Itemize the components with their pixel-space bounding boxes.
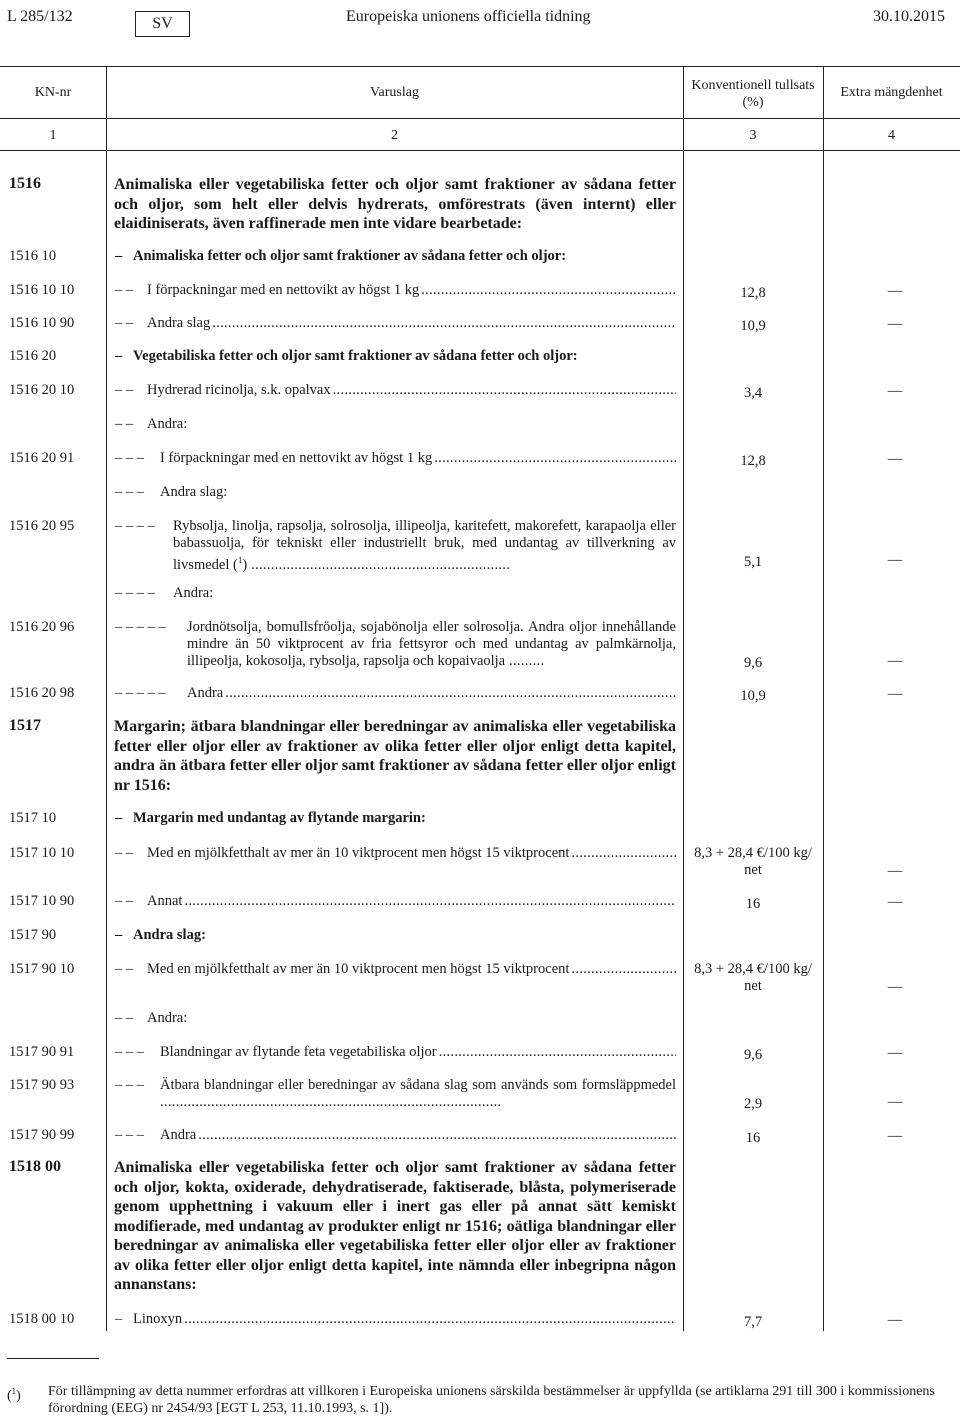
duty-rate: 10,9: [740, 688, 766, 704]
leader-dots: ..................................................................: [247, 556, 511, 573]
indent-dash: – – – – –: [115, 685, 166, 701]
footnote-rule: [7, 1358, 99, 1359]
duty-rate: 9,6: [743, 655, 763, 671]
description: Margarin med undantag av flytande margarin:: [133, 810, 426, 826]
description: [147, 315, 676, 332]
description-close: ): [242, 556, 248, 573]
supplementary-unit: —: [887, 283, 903, 299]
table-row: [0, 315, 960, 332]
description: [160, 1127, 676, 1144]
kn-code: 1517 10: [9, 810, 57, 826]
supplementary-unit: —: [887, 451, 903, 467]
indent-dash: –: [115, 927, 123, 943]
table-row: [0, 282, 960, 299]
description: [147, 845, 676, 862]
description: [147, 893, 676, 910]
description-text: Hydrerad ricinolja, s.k. opalvax: [147, 382, 331, 398]
col-header-unit: Extra mängdenhet: [840, 85, 943, 100]
description: [147, 382, 676, 399]
description: [133, 1311, 676, 1328]
supplementary-unit: —: [887, 979, 903, 995]
kn-code: 1516 10 10: [9, 282, 75, 298]
description: Animaliska eller vegetabiliska fetter och oljor samt fraktioner av sådana fetter och oljor, kokta, oxiderade, dehydratiserade, faktiserade, blåsta, polymeriserade genom upphettning i vakuum eller i inert gas eller på annat sätt kemiskt modifierade, med undantag av produkter enligt nr 1516; oätliga blandningar eller beredningar av animaliska eller vegetabiliska fetter eller oljor eller av fraktioner av olika fetter eller oljor enligt detta kapitel, inte nämnda eller inbegripna någon annanstans:: [114, 1159, 676, 1293]
indent-dash: – –: [115, 382, 134, 398]
rate-header-line2: (%): [742, 95, 764, 110]
col-header-kn: KN-nr: [34, 85, 72, 100]
duty-rate-line2: net: [744, 978, 762, 994]
kn-code: 1517 90 93: [9, 1077, 75, 1093]
description: Andra:: [173, 585, 214, 601]
kn-code: 1517 90 99: [9, 1127, 75, 1143]
indent-dash: – – –: [115, 450, 144, 466]
table-row: [0, 1311, 960, 1328]
indent-dash: –: [115, 248, 123, 264]
footnote-text: För tillämpning av detta nummer erfordras att villkoren i Europeiska unionens särskilda bestämmelser är uppfyllda (se artiklarna 291 till 300 i kommissionens förordning (EEG) nr 2454/93 [EGT L 253, 11.10.1993, s. 1]).: [48, 1384, 935, 1416]
description-text: Med en mjölkfetthalt av mer än 10 viktprocent men högst 15 viktprocent: [147, 961, 570, 977]
kn-code: 1516 20 95: [9, 518, 75, 534]
supplementary-unit: —: [887, 552, 903, 568]
description: [187, 619, 676, 670]
duty-rate: 2,9: [743, 1096, 763, 1112]
duty-rate: [684, 845, 822, 879]
table-row: [0, 893, 960, 910]
description-text: Andra slag: [147, 315, 211, 331]
description: Animaliska eller vegetabiliska fetter och oljor samt fraktioner av sådana fetter och oljor, som helt eller delvis hydrerats, omförestrats (även internt) eller elaidiniserats, även raffinerade men inte vidare bearbetade:: [114, 176, 676, 232]
footnote: [7, 1383, 957, 1417]
supplementary-unit: —: [887, 1045, 903, 1061]
kn-code: 1517 10 10: [9, 845, 75, 861]
description: Andra:: [147, 416, 188, 432]
duty-rate: 12,8: [740, 285, 766, 301]
kn-code: 1516 20: [9, 348, 57, 364]
page-header: [0, 8, 960, 30]
kn-code: 1516 10 90: [9, 315, 75, 331]
indent-dash: – –: [115, 282, 134, 298]
description: [160, 450, 676, 467]
supplementary-unit: —: [887, 686, 903, 702]
description-text: I förpackningar med en nettovikt av högst 1 kg: [160, 450, 433, 466]
indent-dash: – –: [115, 315, 134, 331]
kn-code: 1517 90 91: [9, 1044, 75, 1060]
supplementary-unit: —: [887, 894, 903, 910]
duty-rate: 16: [745, 896, 761, 912]
description: [147, 961, 676, 978]
description: Vegetabiliska fetter och oljor samt fraktioner av sådana fetter och oljor:: [133, 348, 578, 364]
duty-rate-line1: 8,3 + 28,4 €/100 kg/: [694, 961, 812, 977]
description: Andra:: [147, 1010, 188, 1026]
supplementary-unit: —: [887, 1128, 903, 1144]
supplementary-unit: —: [887, 316, 903, 332]
duty-rate: 9,6: [743, 1047, 763, 1063]
description: Andra slag:: [133, 927, 206, 943]
indent-dash: – – – – –: [115, 619, 166, 635]
table-row: [0, 450, 960, 467]
indent-dash: – – –: [115, 1077, 144, 1093]
description-text: Annat: [147, 893, 183, 909]
indent-dash: – –: [115, 961, 134, 977]
footnote-marker: ($^1$): [7, 1386, 21, 1404]
kn-code: 1517 90 10: [9, 961, 75, 977]
supplementary-unit: —: [887, 653, 903, 669]
col-number-4: 4: [888, 128, 895, 143]
supplementary-unit: —: [887, 1312, 903, 1328]
kn-code: 1517: [9, 717, 41, 734]
kn-code: 1518 00: [9, 1158, 61, 1175]
table-row: [0, 1127, 960, 1144]
indent-dash: – –: [115, 1010, 134, 1026]
duty-rate: [684, 961, 822, 995]
table-row: [0, 382, 960, 399]
duty-rate: 3,4: [743, 385, 763, 401]
kn-code: 1516 20 96: [9, 619, 75, 635]
page-reference: L 285/132: [7, 8, 73, 25]
kn-code: 1518 00 10: [9, 1311, 75, 1327]
supplementary-unit: —: [887, 383, 903, 399]
table-top-rule: [0, 66, 960, 67]
table-row: [0, 685, 960, 702]
indent-dash: – –: [115, 845, 134, 861]
indent-dash: – –: [115, 416, 134, 432]
colnum-rule: [0, 150, 960, 151]
description: Margarin; ätbara blandningar eller beredningar av animaliska eller vegetabiliska fetter eller oljor eller av fraktioner av olika fetter eller oljor enligt detta kapitel, andra än ätbara fetter eller oljor samt fraktioner av sådana fetter eller oljor enligt nr 1516:: [114, 718, 676, 794]
table-row: [0, 1044, 960, 1061]
description-text: Rybsolja, linolja, rapsolja, solrosolja, illipeolja, karitefett, makorefett, karapaolja eller babassuolja, för tekniskt eller industriellt bruk, med undantag av tillverkning av livsmedel (: [173, 518, 676, 573]
indent-dash: – – –: [115, 484, 144, 500]
duty-rate: 12,8: [740, 453, 766, 469]
supplementary-unit: —: [887, 863, 903, 879]
kn-code: 1516: [9, 175, 41, 192]
header-rule: [0, 118, 960, 119]
footnote-marker-number: 1: [11, 1386, 17, 1396]
leader-dots: .......................................................................................: [160, 1094, 502, 1110]
duty-rate: 10,9: [740, 318, 766, 334]
table-row: [0, 845, 960, 879]
col-number-2: 2: [391, 128, 398, 143]
description-text: Ätbara blandningar eller beredningar av sådana slag som används som formsläppmedel: [160, 1077, 676, 1093]
rate-header-line1: Konventionell tullsats: [691, 78, 815, 93]
duty-rate: 16: [745, 1130, 761, 1146]
description: Andra slag:: [160, 484, 228, 500]
indent-dash: – – – –: [115, 518, 155, 534]
description: [160, 1077, 676, 1111]
indent-dash: –: [115, 1311, 123, 1327]
description: [173, 518, 676, 574]
supplementary-unit: —: [887, 1094, 903, 1110]
duty-rate: 5,1: [743, 554, 763, 570]
description-text: Linoxyn: [133, 1311, 183, 1327]
indent-dash: – – –: [115, 1127, 144, 1143]
col-number-3: 3: [749, 128, 757, 143]
indent-dash: – – –: [115, 1044, 144, 1060]
table-row: [0, 961, 960, 995]
kn-code: 1517 10 90: [9, 893, 75, 909]
indent-dash: – –: [115, 893, 134, 909]
col-number-1: 1: [49, 128, 57, 143]
description-text: Andra: [160, 1127, 197, 1143]
language-box: SV: [135, 11, 190, 37]
col-header-rate: [683, 77, 823, 111]
kn-code: 1517 90: [9, 927, 57, 943]
footnote-ref[interactable]: 1: [237, 555, 243, 565]
description: [147, 282, 676, 299]
indent-dash: – – – –: [115, 585, 155, 601]
kn-code: 1516 20 98: [9, 685, 75, 701]
duty-rate-line2: net: [744, 862, 762, 878]
indent-dash: –: [115, 810, 123, 826]
description-text: Blandningar av flytande feta vegetabiliska oljor: [160, 1044, 437, 1060]
kn-code: 1516 10: [9, 248, 57, 264]
journal-title: Europeiska unionens officiella tidning: [346, 8, 591, 25]
description: [187, 685, 676, 702]
description-text: I förpackningar med en nettovikt av högst 1 kg: [147, 282, 420, 298]
kn-code: 1516 20 10: [9, 382, 75, 398]
col-header-desc: Varuslag: [370, 85, 419, 100]
description: Animaliska fetter och oljor samt fraktioner av sådana fetter och oljor:: [133, 248, 567, 264]
indent-dash: –: [115, 348, 123, 364]
description-text: Andra: [187, 685, 224, 701]
description-text: Jordnötsolja, bomullsfröolja, sojabönolja eller solrosolja. Andra oljor innehållande mindre än 50 viktprocent av fria fettsyror och med undantag av palmkärnolja, illipeolja, kokosolja, rybsolja, rapsolja och kopaivaolja: [187, 619, 676, 669]
leader-dots: .........: [505, 653, 545, 669]
kn-code: 1516 20 91: [9, 450, 75, 466]
duty-rate-line1: 8,3 + 28,4 €/100 kg/: [694, 845, 812, 861]
publication-date: 30.10.2015: [873, 8, 945, 25]
description-text: Med en mjölkfetthalt av mer än 10 viktprocent men högst 15 viktprocent: [147, 845, 570, 861]
duty-rate: 7,7: [743, 1314, 763, 1330]
description: [160, 1044, 676, 1061]
